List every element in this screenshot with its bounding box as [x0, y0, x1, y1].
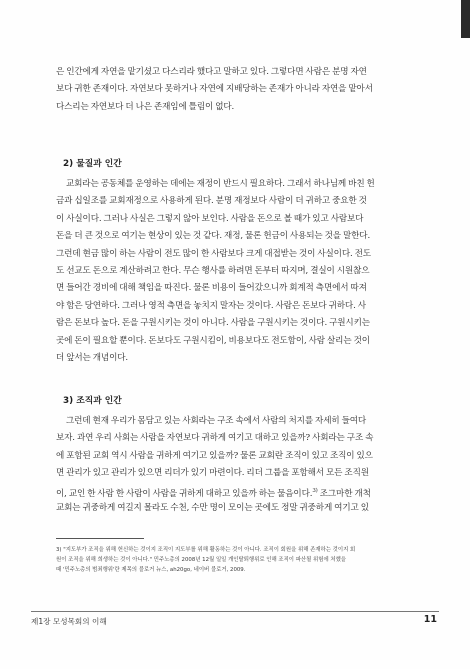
- chapter-tab-marker: [461, 0, 470, 38]
- section-2-line: 더 앞서는 개념이다.: [56, 352, 128, 363]
- section-3-line: 그런데 현재 우리가 몸담고 있는 사회라는 구조 속에서 사람의 처지를 자세히 들여다: [66, 416, 367, 426]
- intro-paragraph: [56, 64, 412, 116]
- section-3-line: 에 포함된 교회 역시 사람을 귀하게 여기고 있을까? 물론 교회란 조직이 있고 조직이 있으: [56, 450, 373, 461]
- section-2-line: 교회라는 공동체를 운영하는 데에는 재정이 반드시 필요하다. 그래서 하나님께 바친 헌: [66, 179, 375, 189]
- intro-line: 보다 귀한 존재이다. 자연보다 못하거나 자연에 지배당하는 존재가 아니라 자연을 맡아서: [56, 84, 373, 95]
- section-2-line: 금과 십일조를 교회재정으로 사용하게 된다. 분명 재정보다 사람이 더 귀하고 중요한 것: [56, 196, 367, 207]
- section-2-paragraph: [56, 176, 412, 367]
- footnote: [56, 545, 416, 575]
- section-3-line: 교회는 귀중하게 여길지 몰라도 수천, 수만 명이 모이는 곳에도 정말 귀중하게 여기고 있: [56, 502, 369, 513]
- intro-line: 다스리는 자연보다 더 나은 존재임에 틀림이 없다.: [56, 101, 235, 112]
- section-3-line: [56, 483, 412, 500]
- section-3-paragraph: [56, 413, 412, 517]
- section-2-line: 면 들어간 경비에 대해 책임을 따진다. 물론 비용이 들어갔으니까 회계적 측면에서 따져: [56, 283, 367, 294]
- section-2-line: 야 함은 당연하다. 그러나 영적 측면을 놓치지 말자는 것이다. 사람은 돈보다 귀하다. 사: [56, 300, 366, 311]
- section-3-line: 면 관리가 있고 관리가 있으면 리더가 있기 마련이다. 리더 그룹을 포함해서 모든 조직원: [56, 468, 369, 479]
- section-2-line: 람은 돈보다 높다. 돈을 구원시키는 것이 아니다. 사람을 구원시키는 것이다. 구원시키는: [56, 318, 370, 329]
- section-3-heading: 3) 조직과 인간: [63, 396, 122, 406]
- section-2-heading: 2) 물질과 인간: [63, 159, 122, 169]
- section-3-line-tail: 조그마한 개척: [317, 488, 371, 499]
- section-3-line: 보자. 과연 우리 사회는 사람을 자연보다 귀하게 여기고 대하고 있을까? 사회라는 구조 속: [56, 433, 374, 444]
- section-2-line: 도 선교도 돈으로 계산하려고 한다. 무슨 행사를 하려면 돈부터 따지며, 결실이 시원찮으: [56, 265, 370, 276]
- running-footer-chapter: 제1장 모성목회의 이해: [31, 617, 107, 626]
- intro-line: 은 인간에게 자연을 맡기셨고 다스리라 했다고 말하고 있다. 그렇다면 사람은 분명 자연: [56, 67, 367, 77]
- section-2-line: 그런데 현금 많이 하는 사람이 전도 많이 한 사람보다 크게 대접받는 것이 사실이다. 전도: [56, 248, 371, 259]
- section-3-line-text: 이, 교인 한 사람 한 사람이 사람을 귀하게 대하고 있을까 하는 물음이다.: [56, 488, 313, 499]
- footnote-divider: [56, 538, 144, 539]
- page-number: 11: [423, 614, 437, 625]
- footnote-line: 때 '민주노총의 범죄행위'란 제목의 블로거 뉴스, ah20go, 네이버 블로거, 2009.: [56, 567, 246, 573]
- footnote-line: 3) "지도부가 조직을 위해 헌신하는 것이지 조직이 지도부를 위해 활동하는 것이 아니다. 조직이 회원을 위해 존재하는 것이지 회: [56, 547, 356, 553]
- footer-divider: [31, 611, 439, 612]
- section-2-line: 이 사실이다. 그러나 사실은 그렇지 않아 보인다. 사람을 돈으로 볼 때가 있고 사람보다: [56, 213, 364, 224]
- section-2-line: 돈을 더 큰 것으로 여기는 현상이 있는 것 같다. 재정, 물론 헌금이 사용되는 것을 말한다.: [56, 231, 371, 242]
- footnote-reference: 3): [312, 487, 318, 494]
- section-2-line: 곳에 돈이 필요할 뿐이다. 돈보다도 구원시킴이, 비용보다도 전도함이, 사람 살리는 것이: [56, 335, 370, 346]
- footnote-line: 원이 조직을 위해 희생하는 것이 아니다." 민주노총의 2008년 12월 일일 개인탈퇴행위로 인해 조직이 파산될 위험에 처했을: [56, 557, 347, 563]
